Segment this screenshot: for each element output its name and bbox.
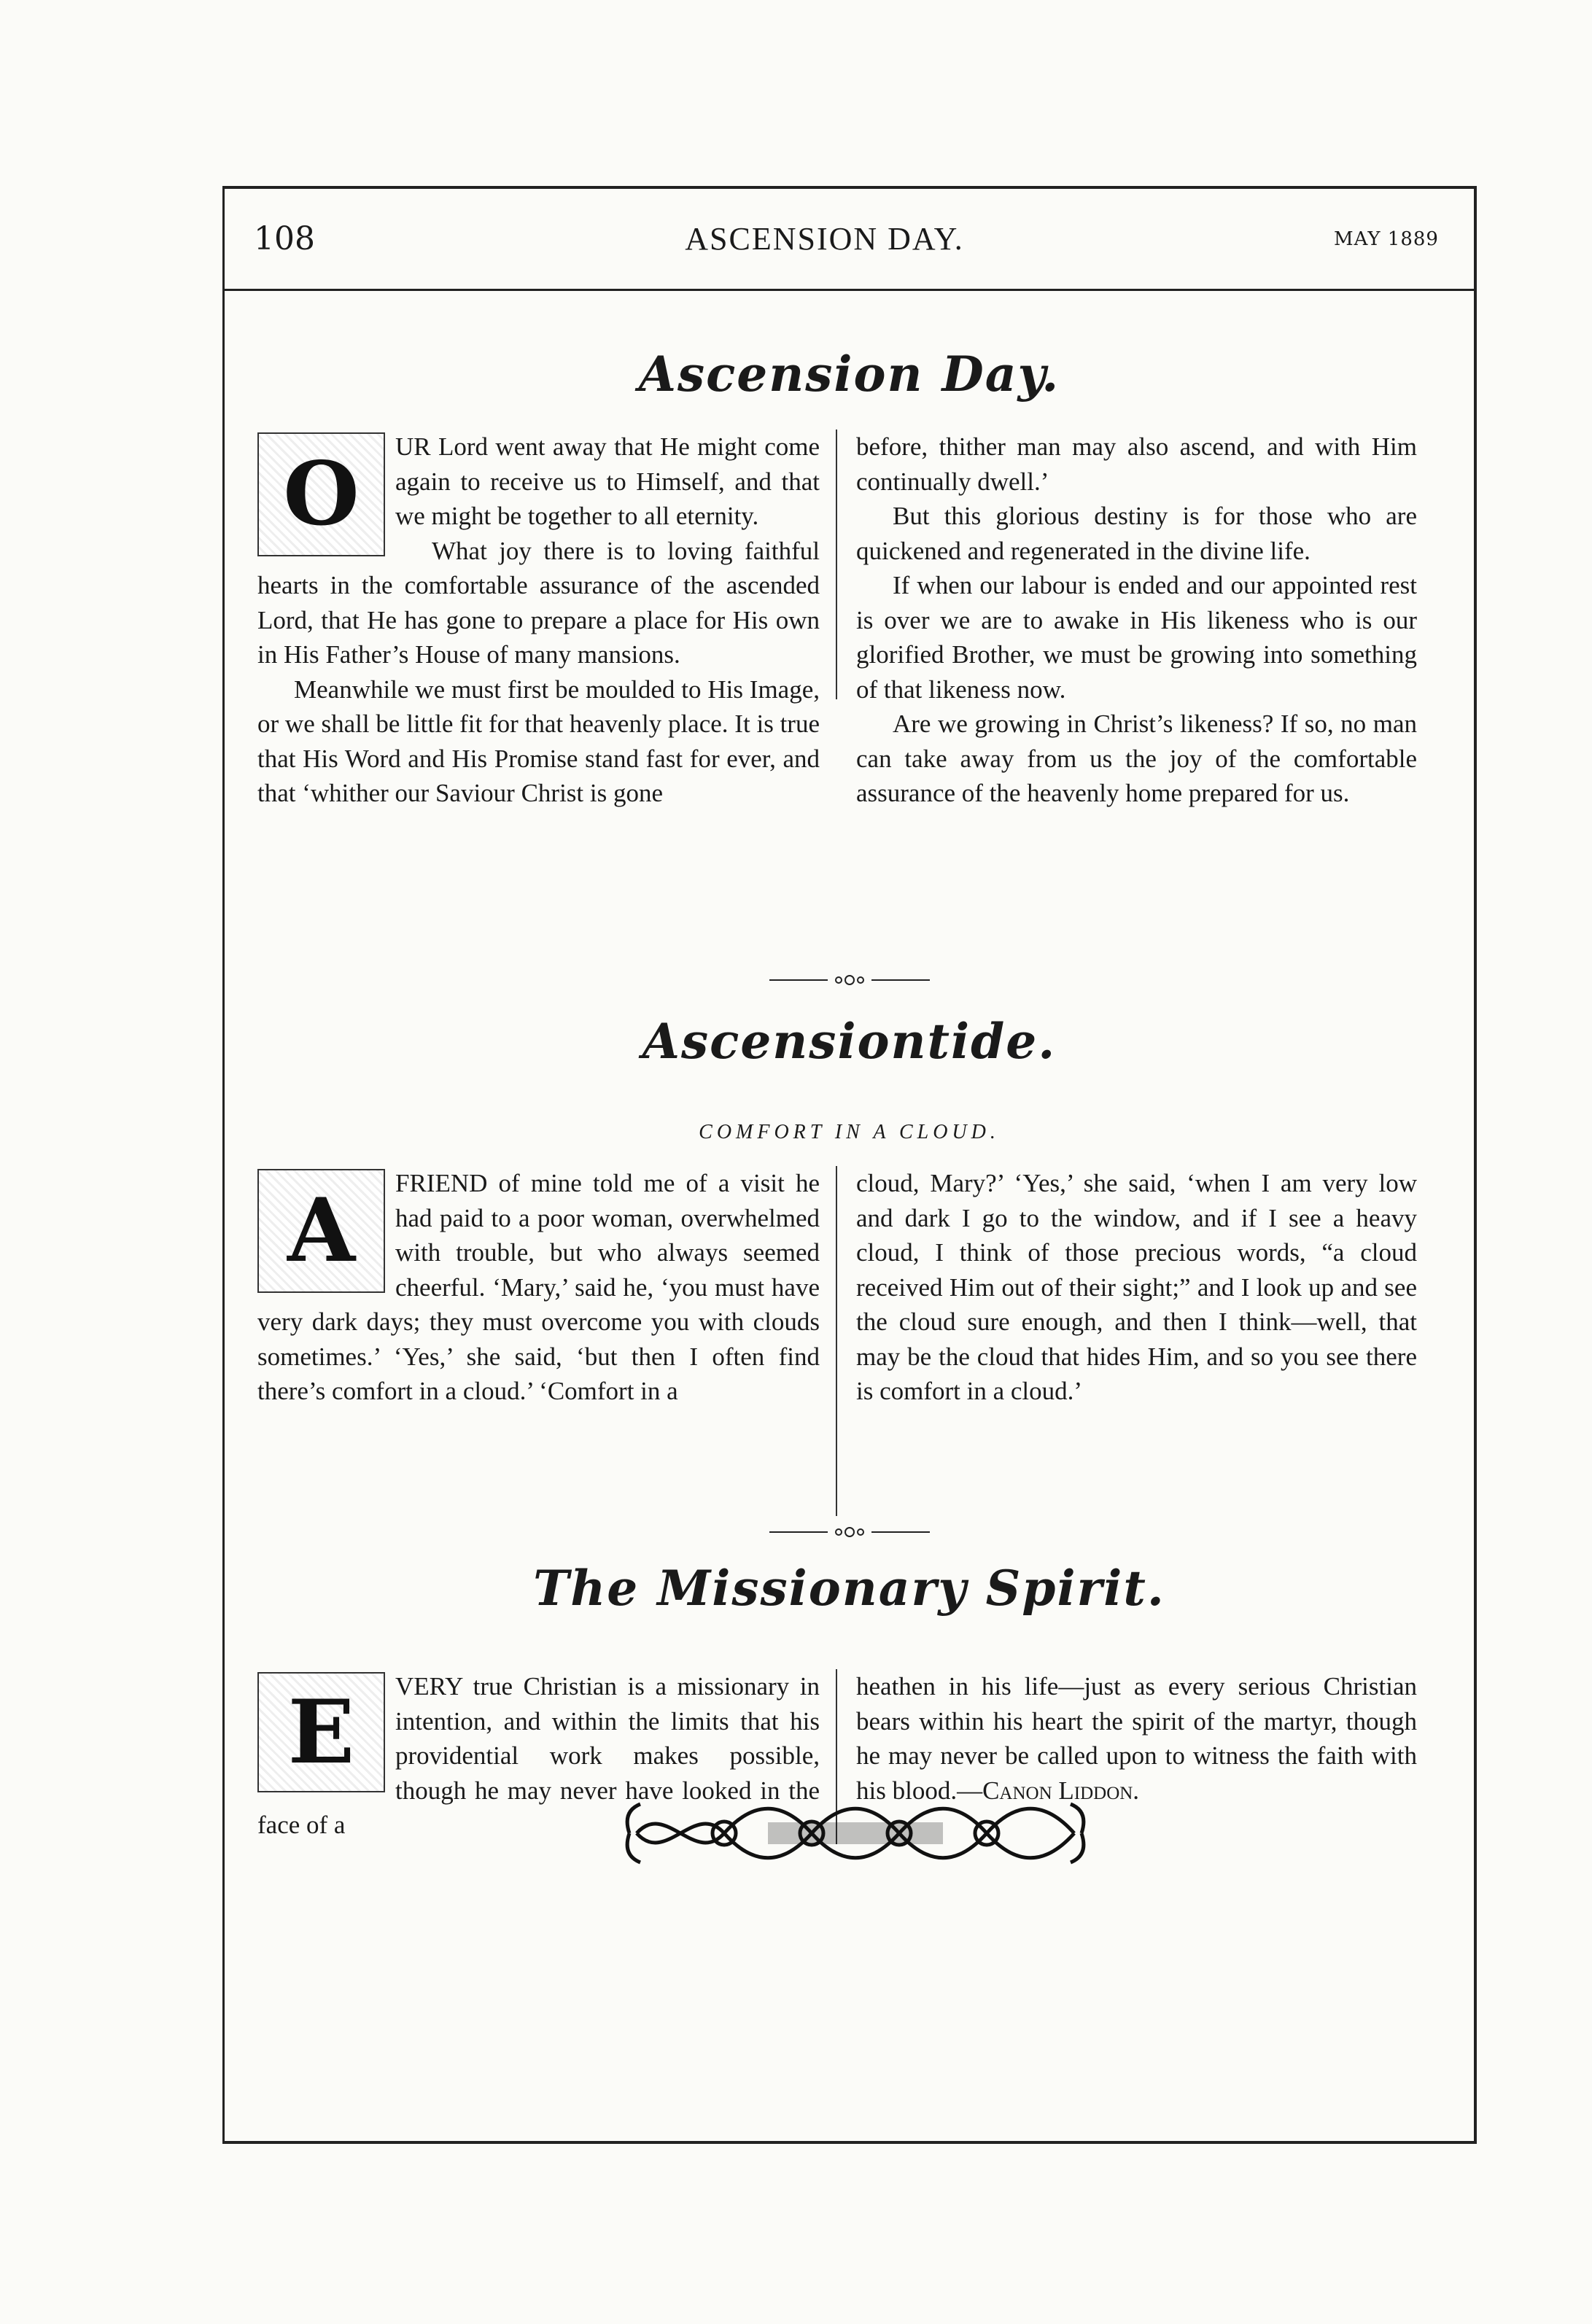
section-ascension-day <box>257 430 1446 807</box>
page-frame <box>222 186 1477 2144</box>
section-divider <box>225 1520 1474 1545</box>
attribution: —Canon Liddon. <box>957 1776 1140 1805</box>
paragraph: UR Lord went away that He might come again to receive us to Himself, and that we might be together to all eternity. <box>395 432 820 530</box>
running-head: ASCENSION DAY. <box>685 221 964 257</box>
paragraph: FRIEND of mine told me of a visit he had paid to a poor woman, overwhelmed with trouble, but who always seemed cheerful. ‘Mary,’ said he, ‘you must have very dark days; they must overcome you with clouds sometimes.’ ‘Yes,’ she said, ‘but then I often find there’s comfort in a cloud.’ ‘Comfort in a <box>257 1169 820 1405</box>
paragraph: Meanwhile we must first be moulded to His Image, or we shall be little fit for that heavenly place. It is true that His Word and His Promise stand fast for ever, and that ‘whither our Saviour Christ is gone <box>257 675 820 807</box>
page-number: 108 <box>254 220 315 257</box>
paragraph: Are we growing in Christ’s likeness? If so, no man can take away from us the joy of the comfortable assurance of the heavenly home prepared for us. <box>856 710 1417 807</box>
paragraph: VERY true Christian is a missionary in intention, and within the limits that his providential work makes possible, though he may never have looked in the face of a <box>257 1672 820 1839</box>
paragraph: If when our labour is ended and our appointed rest is over we are to awake in His likeness who is our glorified Brother, we must be growing into something of that likeness now. <box>856 571 1417 704</box>
paragraph: But this glorious destiny is for those who are quickened and regenerated in the divine life. <box>856 502 1417 565</box>
paragraph: What joy there is to loving faithful hearts in the comfortable assurance of the ascended Lord, that He has gone to prepare a place for His own in His Father’s House of many mansions. <box>257 536 820 669</box>
section-title-ascensiontide: Ascensiontide. <box>642 1013 1057 1070</box>
column-right <box>837 430 1417 807</box>
paragraph: cloud, Mary?’ ‘Yes,’ she said, ‘when I am very low and dark I go to the window, and if I see a heavy cloud, I think of those precious words, “a cloud received Him out of their sight;” and I look up and see the cloud sure enough, and then I think—well, that may be the cloud that hides Him, and so you see there is comfort in a cloud.’ <box>856 1169 1417 1405</box>
paragraph: before, thither man may also ascend, and with Him continually dwell.’ <box>856 432 1417 496</box>
issue-date: MAY 1889 <box>1334 228 1439 250</box>
column-left <box>257 1166 837 1516</box>
decorated-initial-a: A <box>257 1169 385 1293</box>
decorated-initial-e: E <box>257 1672 385 1792</box>
decorated-initial-o: O <box>257 432 385 556</box>
section-subtitle: COMFORT IN A CLOUD. <box>699 1121 1000 1143</box>
column-right <box>837 1166 1417 1516</box>
tailpiece-ornament <box>622 1793 1089 1873</box>
paragraph: heathen in his life—just as every serious Christian bears within his heart the spirit of the martyr, though he may never be called upon to witness the faith with his blood.—Canon Liddon. <box>856 1672 1417 1805</box>
section-ascensiontide <box>257 1166 1446 1516</box>
running-header <box>225 189 1474 291</box>
column-left <box>257 430 837 807</box>
section-title-ascension-day: Ascension Day. <box>638 346 1060 403</box>
section-divider <box>225 968 1474 993</box>
section-title-missionary-spirit: The Missionary Spirit. <box>533 1560 1165 1617</box>
